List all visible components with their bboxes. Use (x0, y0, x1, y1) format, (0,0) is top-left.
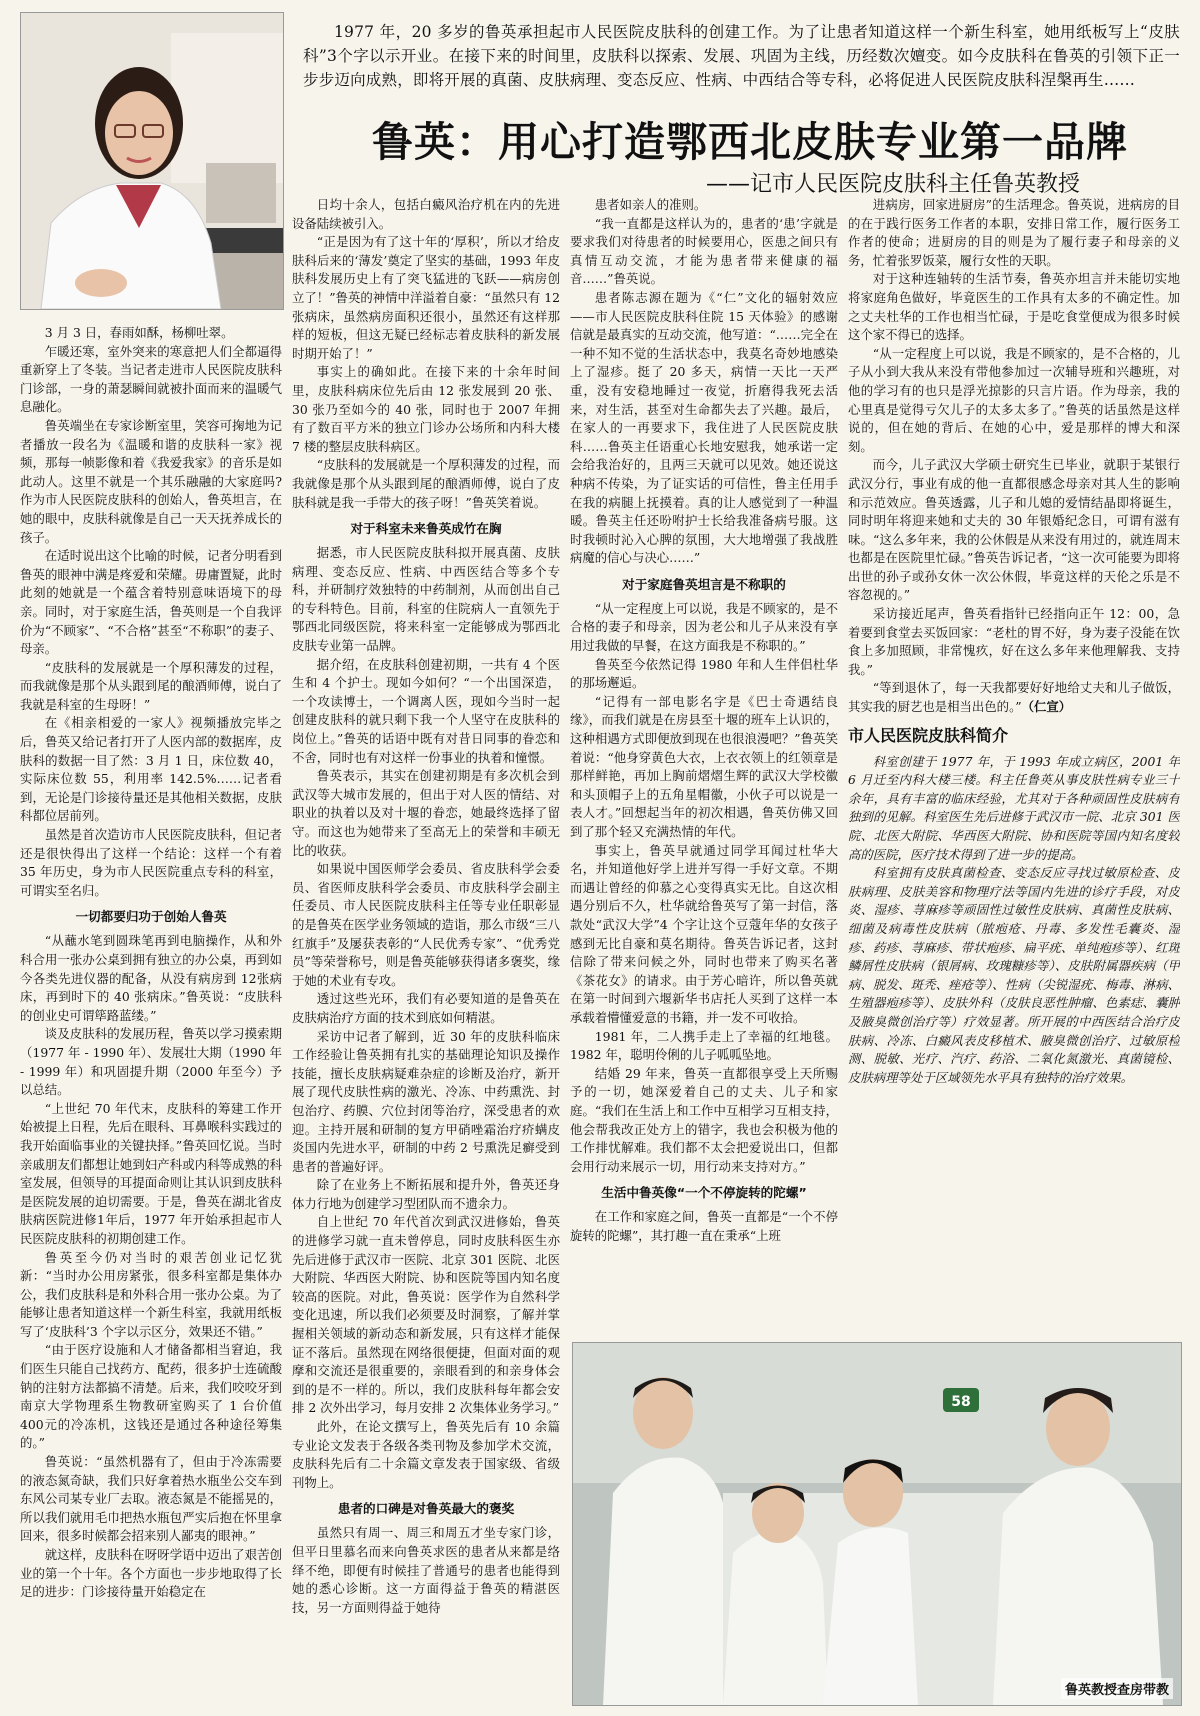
paragraph: 虽然只有周一、周三和周五才坐专家门诊，但平日里慕名而来向鲁英求医的患者从来都是络绎不绝，即便有时候挂了普通号的患者也能得到她的悉心诊断。这一方面得益于鲁英的精湛医技，另一方面则得益于她待 (292, 1525, 560, 1615)
paragraph: 3 月 3 日，春雨如酥，杨柳吐翠。 (44, 325, 234, 340)
paragraph: “上世纪 70 年代末，皮肤科的筹建工作开始被提上日程，先后在眼科、耳鼻喉科实践过的我开始面临事业的关键抉择。”鲁英回忆说。当时亲戚朋友们都想让她到妇产科或内科等成熟的科室发展，但领导的耳提面命则让其认识到皮肤科是医院发展的迫切需要。于是，鲁英在湖北省皮肤病医院进修1年后，1977 年开始承担起市人民医院皮肤科的初期创建工作。 (20, 1100, 282, 1246)
paragraph: 据介绍，在皮肤科创建初期，一共有 4 个医生和 4 个护士。现如今如何？“一个出国深造，一个攻读博士，一个调离人医，现如今当时一起创建皮肤科的就只剩下我一个人坚守在皮肤科的岗位上。”鲁英的话语中既有对昔日同事的眷恋和不舍，同时也有对这样一份事业的执着和憧憬。 (292, 656, 560, 765)
paragraph: 自上世纪 70 年代首次到武汉进修始，鲁英的进修学习就一直未曾停息，同时皮肤科医生亦先后进修于武汉市一医院、北京 301 医院、北医大附院、华西医大附院、协和医院等国内知名度较高的医院。对此，鲁英说：医学作为自然科学变化迅速，所以我们必须要及时洞察，了解并掌握相关领域的新动态和新发展，只有这样才能保证不落后。虽然现在网络很便捷，但面对面的观摩和交流还是很重要的，亲眼看到的和亲身体会到的是不一样的。所以，我们皮肤科每年都会安排 2 次外出学习，每月安排 2 次集体业务学习。” (292, 1214, 560, 1416)
ward-round-photo (572, 1342, 1182, 1706)
paragraph: 鲁英端坐在专家诊断室里，笑容可掬地为记者播放一段名为《温暖和谐的皮肤科一家》视频，那每一帧影像和着《我爱我家》的音乐是如此动人。这里不就是一个其乐融融的大家庭吗?作为市人民医院皮肤科的创始人，鲁英坦言，在她的眼中，皮肤科就像是自己一天天抚养成长的孩子。 (20, 417, 282, 545)
paragraph (848, 679, 1180, 716)
newspaper-page (20, 12, 1180, 1704)
paragraph: “正是因为有了这十年的‘厚积’，所以才给皮肤科后来的‘薄发’奠定了坚实的基础，1993 年皮肤科发展历史上有了突飞猛进的飞跃——病房创立了！”鲁英的神情中洋溢着自豪：“虽然只有 12 张病床，虽然病房面积还很小，虽然还有这样那样的短板，但这无疑已经标志着皮肤科的新发展时期开始了！” (292, 234, 560, 361)
portrait-illustration (21, 13, 283, 309)
column-4 (848, 196, 1180, 1332)
paragraph: 日均十余人，包括白癜风治疗机在内的先进设备陆续被引入。 (292, 197, 560, 231)
paragraph: 谈及皮肤科的发展历程，鲁英以学习摸索期（1977 年 - 1990 年）、发展壮大期（1990 年 - 1999 年）和巩固提升期（2000 年至今）予以总结。 (20, 1026, 282, 1098)
headline: 鲁英：用心打造鄂西北皮肤专业第一品牌 (372, 118, 1128, 166)
paragraph: 在适时说出这个比喻的时候，记者分明看到鲁英的眼神中满是疼爱和荣耀。毋庸置疑，此时此刻的她就是一个蕴含着特别意味语境下的母亲。同时，对于家庭生活，鲁英则是一个自我评价为“不顾家”、“不合格”甚至“不称职”的妻子、母亲。 (20, 548, 282, 657)
paragraph: 如果说中国医师学会委员、省皮肤科学会委员、省医师皮肤科学会委员、市皮肤科学会副主任委员、市人民医院皮肤科主任等专业任职彰显的是鲁英在医学业务领域的造诣，那么市级“三八红旗手”及屡获表彰的“人民优秀专家”、“优秀党员”等荣誉称号，则是鲁英能够获得诸多褒奖，缘于她的术业有专攻。 (292, 861, 560, 988)
paragraph: 在工作和家庭之间，鲁英一直都是“一个不停旋转的陀螺”，其打趣一直在秉承“上班 (570, 1209, 838, 1243)
section-heading: 对于科室未来鲁英成竹在胸 (350, 521, 502, 537)
paragraph: “从一定程度上可以说，我是不顾家的，是不合格的，儿子从小到大我从来没有带他参加过一次辅导班和兴趣班，对他的学习有的也只是浮光掠影的只言片语。作为母亲，我的心里真是觉得亏欠儿子的太多太多了。”鲁英的话虽然是这样说的，但在她的背后、在她的心中，爱是那样的博大和深刻。 (848, 345, 1180, 454)
paragraph: “皮肤科的发展就是一个厚积薄发的过程，而我就像是那个从头跟到尾的酿酒师傅，说白了我就是科室的生母呀！” (20, 659, 282, 712)
paragraph: 1981 年，二人携手走上了幸福的红地毯。1982 年，聪明伶俐的儿子呱呱坠地。 (570, 1028, 838, 1063)
paragraph: 科室创建于 1977 年，于 1993 年成立病区，2001 年 6 月迁至内科大楼三楼。科主任鲁英从事皮肤性病专业三十余年，具有丰富的临床经验，尤其对于各种顽固性皮肤病有独到的见解。科室医生先后进修于武汉市一院、北京 301 医院、北医大附院、华西医大附院、协和医院等国内知名度较高的医院，医疗技术得到了进一步的提高。 (848, 753, 1180, 862)
paragraph: 除了在业务上不断拓展和提升外，鲁英还身体力行地为创建学习型团队而不遗余力。 (292, 1177, 560, 1211)
paragraph: 患者陈志源在题为《“仁”文化的辐射效应——市人民医院皮肤科住院 15 天体验》的感谢信就是最真实的互动交流，他写道：“……完全在一种不知不觉的生活状态中，我莫名奇妙地感染上了湿疹。挺了 20 多天，病情一天比一天严重，没有安稳地睡过一夜觉，折磨得我死去活来，对生活，甚至对生命都失去了兴趣。最后，在家人的一再要求下，我住进了人民医院皮肤科……鲁英主任语重心长地安慰我，她承诺一定会给我治好的，且两三天就可以见效。她还说这种病不传染，为了证实话的可信性，鲁主任用手在我的病腿上抚摸着。真的让人感觉到了一种温暖。鲁英主任还吩咐护士长给我准备病号服。这时我顿时沁入心脾的氛围，大大地增强了我战胜病魔的信心与决心……” (570, 289, 838, 566)
paragraph: “记得有一部电影名字是《巴士奇遇结良缘》，而我们就是在房县至十堰的班车上认识的，这种相遇方式即便放到现在也很浪漫吧？”鲁英笑着说：“他身穿黄色大衣，上衣衣领上的红领章是那样鲜艳，再加上胸前熠熠生辉的武汉大学校徽和头顶帽子上的五角星帽徽，小伙子可以说是一表人才。”回想起当年的初次相遇，鲁英仿佛又回到了那个轻又充满热情的年代。 (570, 693, 838, 839)
column-3 (570, 196, 838, 1332)
paragraph: 据悉，市人民医院皮肤科拟开展真菌、皮肤病理、变态反应、性病、中西医结合等多个专科，并研制疗效独特的中药制剂，从而创出自己的专科特色。目前，科室的住院病人一直领先于鄂西北同级医院，将来科室一定能够成为鄂西北皮肤专业第一品牌。 (292, 545, 560, 654)
section-heading: 患者的口碑是对鲁英最大的褒奖 (337, 1501, 515, 1517)
paragraph: 科室拥有皮肤真菌检查、变态反应寻找过敏原检查、皮肤病理、皮肤美容和物理疗法等国内先进的诊疗手段，对皮炎、湿疹、荨麻疹等顽固性过敏性皮肤病、真菌性皮肤病、细菌及病毒性皮肤病（脓疱疮、丹毒、多发性毛囊炎、湿疹、药疹、荨麻疹、带状疱疹、扁平疣、单纯疱疹等）、红斑鳞屑性皮肤病（银屑病、玫瑰糠疹等）、皮肤附属器疾病（甲病、脱发、斑秃、痤疮等）、性病（尖锐湿疣、梅毒、淋病、生殖器疱疹等）、皮肤外科（皮肤良恶性肿瘤、色素痣、囊肿及腋臭微创治疗等）疗效显著。所开展的中西医结合治疗皮肤病、冷冻、白癜风表皮移植术、腋臭微创治疗、过敏原检测、脱敏、光疗、汽疗、药浴、二氧化氮激光、真菌镜检、皮肤病理等处于区域领先水平具有独特的治疗效果。 (848, 865, 1180, 1085)
paragraph: 结婚 29 年来，鲁英一直都很享受上天所赐予的一切，她深爱着自己的丈夫、儿子和家庭。“我们在生活上和工作中互相学习互相支持，他会帮我改正处方上的错字，我也会积极为他的工作排忧解难。我们都不太会把爱说出口，但都会用行动来展示一切，用行动来支持对方。” (570, 1065, 838, 1174)
paragraph: 在《相亲相爱的一家人》视频播放完毕之后，鲁英又给记者打开了人医内部的数据库，皮肤科的数据一目了然：3 月 1 日，床位数 40，实际床位数 55，利用率 142.5%……记者看到，无论是门诊接待量还是其他相关数据，皮肤科都位居前列。 (20, 715, 282, 824)
section-heading: 生活中鲁英像“一个不停旋转的陀螺” (601, 1185, 807, 1201)
paragraph: 事实上的确如此。在接下来的十余年时间里，皮肤科病床位先后由 12 张发展到 20 张、30 张乃至如今的 40 张，同时也于 2007 年拥有了数百平方米的独立门诊办公场所和内科大楼 7 楼的整层皮肤科病区。 (292, 364, 560, 454)
col1-section-2 (20, 932, 282, 1601)
paragraph: “从蘸水笔到圆珠笔再到电脑操作，从和外科合用一张办公桌到拥有独立的办公桌，再到如今各类先进仪器的配备，从没有病房到 12张病床，再到时下的 40 张病床。”鲁英说：“皮肤科的创业史可谓筚路蓝缕。” (20, 933, 282, 1023)
paragraph: 鲁英至今依然记得 1980 年和人生伴侣杜华的那场邂逅。 (570, 656, 838, 691)
paragraph: “我一直都是这样认为的，患者的‘患’字就是要求我们对待患者的时候要用心，医患之间只有真情互动交流，才能为患者带来健康的福音……”鲁英说。 (570, 215, 838, 287)
paragraph: 事实上，鲁英早就通过同学耳闻过杜华大名，并知道他好学上进并写得一手好文章。不期而遇让曾经的仰慕之心变得真实无比。自这次相遇分别后不久，杜华就给鲁英写了第一封信，落款处“武汉大学”4 个字让这个豆蔻年华的女孩子感到无比自豪和莫名期待。鲁英告诉记者，这封信除了带来问候之外，同时也带来了购买名著《茶花女》的请求。由于芳心暗许，所以鲁英就在第一时间到六堰新华书店托人买到了这样一本承载着懵懂爱意的书籍，并一发不可收拾。 (570, 842, 838, 1025)
portrait-photo (20, 12, 284, 310)
paragraph: “从一定程度上可以说，我是不顾家的，是不合格的妻子和母亲，因为老公和儿子从来没有享用过我做的早餐，在这方面我是不称职的。” (570, 600, 838, 654)
department-intro (848, 753, 1180, 1088)
paragraph: 鲁英至今仍对当时的艰苦创业记忆犹新：“当时办公用房紧张，很多科室都是集体办公，我们皮肤科是和外科合用一张办公桌。为了能够让患者知道这样一个新生科室，我就用纸板写了‘皮肤科’3 个字以示区分，效果还不错。” (20, 1249, 282, 1339)
photo-caption: 鲁英教授查房带教 (1061, 1678, 1173, 1699)
paragraph: 患者如亲人的准则。 (594, 197, 707, 212)
paragraph: 采访接近尾声，鲁英看指针已经指向正午 12：00，急着要到食堂去买饭回家：“老杜的胃不好，身为妻子没能在饮食上多加照顾，非常愧疚，好在这么多年来他理解我、支持我。” (848, 606, 1180, 677)
paragraph: 进病房，回家进厨房”的生活理念。鲁英说，进病房的目的在于践行医务工作者的本职，安排日常工作，履行医务工作者的使命；进厨房的目的则是为了履行妻子和母亲的义务，忙着张罗饭菜，履行女性的天职。 (848, 197, 1180, 268)
paragraph-text: “等到退休了，每一天我都要好好地给丈夫和儿子做饭，其实我的厨艺也是相当出色的。” (848, 680, 1180, 715)
lead-paragraph: 1977 年，20 多岁的鲁英承担起市人民医院皮肤科的创建工作。为了让患者知道这样一个新生科室，她用纸板写上“皮肤科”3个字以示开业。在接下来的时间里，皮肤科以探索、发展、巩固为主线，历经数次嬗变。如今皮肤科在鲁英的引领下正一步步迈向成熟，即将开展的真菌、皮肤病理、变态反应、性病、中西结合等专科，必将促进人民医院皮肤科涅槃再生…… (303, 23, 1180, 89)
room-number-sign: 58 (951, 1394, 971, 1410)
ward-round-illustration (573, 1343, 1181, 1705)
paragraph: 虽然是首次造访市人民医院皮肤科，但记者还是很快得出了这样一个结论：这样一个有着 35 年历史，身为市人民医院重点专科的科室，可谓实至名归。 (20, 827, 282, 898)
paragraph: 透过这些光环，我们有必要知道的是鲁英在皮肤病治疗方面的技术到底如何精湛。 (292, 991, 560, 1025)
paragraph: 此外，在论文撰写上，鲁英先后有 10 余篇专业论文发表于各级各类刊物及参加学术交流，皮肤科先后有二十余篇文章发表于国家级、省级刊物上。 (292, 1419, 560, 1490)
paragraph: “皮肤科的发展就是一个厚积薄发的过程，而我就像是那个从头跟到尾的酿酒师傅，说白了皮肤科就是我一手带大的孩子呀！”鲁英笑着说。 (292, 457, 560, 510)
section-heading: 对于家庭鲁英坦言是不称职的 (622, 576, 786, 592)
paragraph: 乍暖还寒，室外突来的寒意把人们全都逼得重新穿上了冬装。当记者走进市人民医院皮肤科门诊部，一身的萧瑟瞬间就被扑面而来的温暖气息融化。 (20, 343, 282, 415)
paragraph: 采访中记者了解到，近 30 年的皮肤科临床工作经验让鲁英拥有扎实的基础理论知识及操作技能，擅长皮肤病疑难杂症的诊断及治疗，新开展了现代皮肤性病的激光、冷冻、中药熏洗、封包治疗、药膜、穴位封闭等治疗，深受患者的欢迎。主持开展和研制的复方甲硝唑霜治疗疥螨皮炎国内先进水平，研制的中药 2 号熏洗足癣受到患者的普遍好评。 (292, 1028, 560, 1174)
section-heading: 一切都要归功于创始人鲁英 (75, 909, 227, 925)
paragraph: 而今，儿子武汉大学硕士研究生已毕业，就职于某银行武汉分行，事业有成的他一直都很感念母亲对其人生的影响和示范效应。鲁英透露，儿子和儿媳的爱情结晶即将诞生，同时明年将迎来她和丈夫的 30 年银婚纪念日，可谓有滋有味。“这么多年来，我的公休假是从来没有用过的，就连周末也都是在医院里忙碌。”鲁英告诉记者，“这一次可能要为即将出世的孙子或孙女休一次公休假，毕竟这样的天伦之乐是不容忽视的。” (848, 457, 1180, 603)
column-2 (292, 196, 560, 1704)
subheadline: ——记市人民医院皮肤科主任鲁英教授 (705, 172, 1080, 197)
column-1 (20, 324, 282, 1704)
paragraph: 鲁英表示，其实在创建初期是有多次机会到武汉等大城市发展的，但出于对人医的情结、对职业的执着以及对十堰的眷恋，她最终选择了留守。而这也为她带来了至高无上的荣誉和丰硕无比的收获。 (292, 768, 560, 858)
paragraph: 就这样，皮肤科在呀呀学语中迈出了艰苦创业的第一个十年。各个方面也一步步地取得了长足的进步：门诊接待量开始稳定在 (20, 1547, 282, 1600)
sidebar-heading: 市人民医院皮肤科简介 (848, 725, 1009, 745)
paragraph: “由于医疗设施和人才储备都相当窘迫，我们医生只能自己找药方、配药，很多护士连硫酸钠的注射方法都搞不清楚。后来，我们咬咬牙到南京大学物理系生物教研室购买了 1 台价值 400元的冷冻机，这钱还是通过各种途径筹集的。” (20, 1342, 282, 1451)
byline: （仁宣） (1021, 699, 1072, 715)
paragraph: 鲁英说：“虽然机器有了，但由于冷冻需要的液态氮奇缺，我们只好拿着热水瓶坐公交车到东风公司某专业厂去取。液态氮是不能摇晃的，所以我们就用毛巾把热水瓶包严实后抱在怀里拿回来，很多时候都会招来别人鄙夷的眼神。” (20, 1454, 282, 1544)
col1-section (20, 324, 282, 900)
paragraph: 对于这种连轴转的生活节奏，鲁英亦坦言并未能切实地将家庭角色做好，毕竟医生的工作具有太多的不确定性。加之丈夫杜华的工作也相当忙碌，于是吃食堂便成为很多时候这个家不得已的选择。 (848, 271, 1180, 343)
